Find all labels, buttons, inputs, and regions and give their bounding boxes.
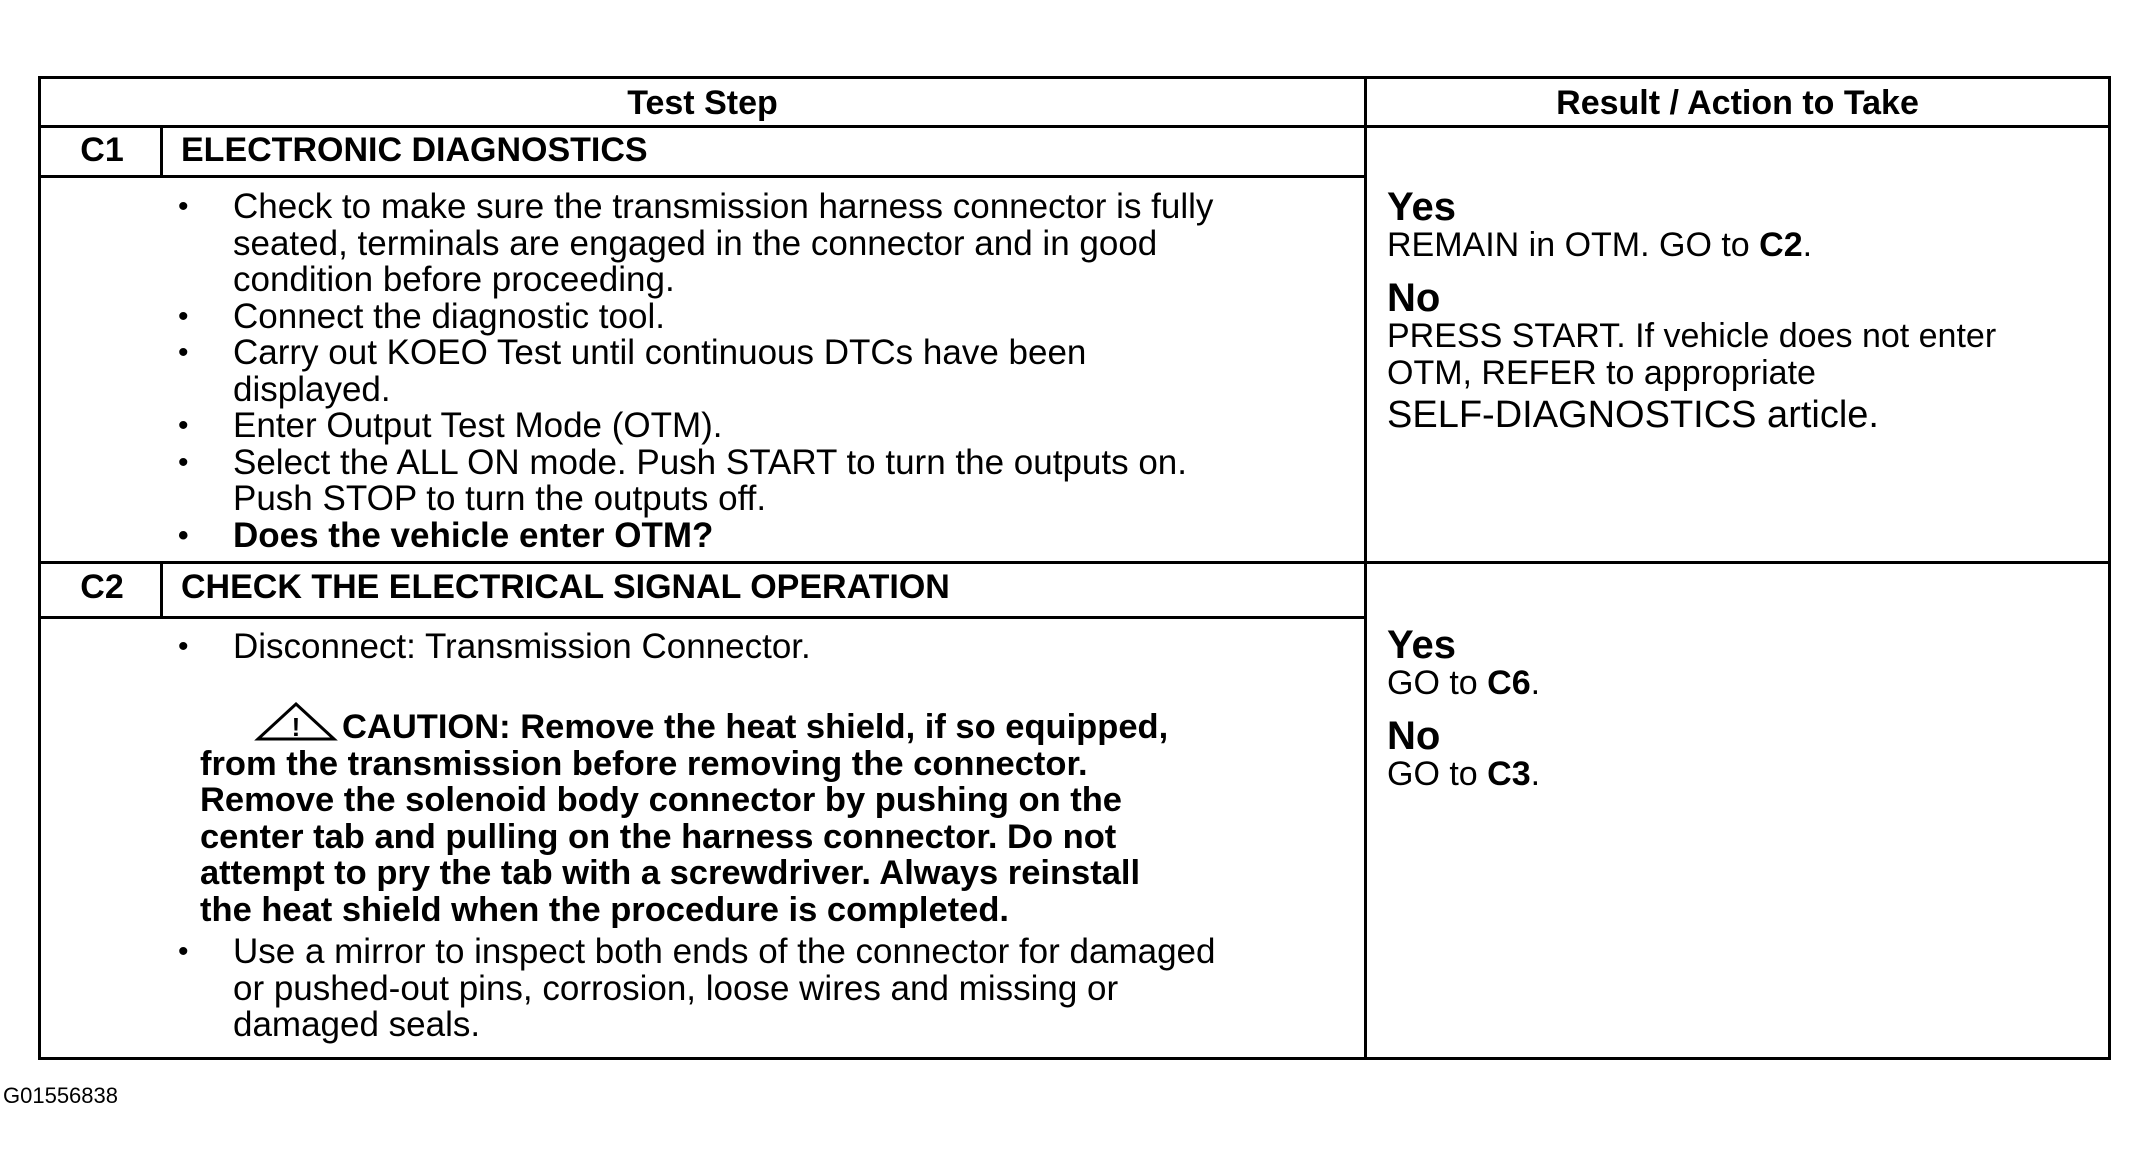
no-label: No — [1387, 714, 1441, 758]
caution-line: center tab and pulling on the harness connector. Do not — [200, 817, 1117, 856]
action-text: GO to — [1387, 664, 1488, 702]
warning-triangle-icon — [254, 701, 338, 741]
bullet-line: • Connect the diagnostic tool. — [233, 296, 665, 336]
bullet-line: • Check to make sure the transmission harness connector is fully — [233, 187, 1214, 226]
list-item — [174, 408, 1359, 445]
caution-line: the heat shield when the procedure is completed. — [200, 890, 1009, 929]
header-result-action: Result / Action to Take — [1556, 84, 1919, 122]
list-item — [174, 296, 1359, 336]
caution-line: from the transmission before removing the connector. — [200, 744, 1088, 783]
caution-block — [200, 701, 1336, 929]
c2-title-divider — [41, 616, 1364, 619]
bullet-line: Push STOP to turn the outputs off. — [233, 479, 767, 518]
yes-action — [1387, 227, 2107, 264]
test-step-table — [38, 76, 2111, 1060]
bullet-line: • Select the ALL ON mode. Push START to turn the outputs on. — [233, 442, 1187, 482]
header-test-step: Test Step — [627, 84, 778, 122]
c2-bullet-list — [174, 629, 1359, 666]
list-item — [174, 189, 1359, 299]
action-text: . — [1530, 755, 1541, 793]
bullet-line: • Use a mirror to inspect both ends of the connector for damaged — [233, 932, 1216, 971]
no-action-line: SELF-DIAGNOSTICS article. — [1387, 394, 1879, 436]
step-id-c1: C1 — [80, 131, 124, 169]
list-item — [174, 629, 1359, 666]
yes-label: Yes — [1387, 185, 1456, 229]
no-action-line: PRESS START. If vehicle does not enter — [1387, 317, 1997, 355]
step-title-c1: ELECTRONIC DIAGNOSTICS — [181, 131, 648, 169]
caution-line: attempt to pry the tab with a screwdriver. Always reinstall — [200, 854, 1141, 892]
action-text: REMAIN in OTM. GO to — [1387, 226, 1760, 264]
column-divider — [1364, 79, 1367, 1057]
figure-id: G01556838 — [3, 1083, 118, 1108]
step-reference: C3 — [1487, 755, 1531, 793]
bullet-line: or pushed-out pins, corrosion, loose wires and missing or — [233, 968, 1119, 1008]
bullet-line: seated, terminals are engaged in the connector and in good — [233, 223, 1158, 263]
step-divider — [41, 561, 2108, 564]
action-text: . — [1530, 664, 1541, 702]
c1-result — [1387, 187, 2107, 438]
caution-line: Remove the solenoid body connector by pushing on the — [200, 781, 1122, 819]
list-item — [174, 934, 1359, 1044]
action-text: GO to — [1387, 755, 1488, 793]
yes-label: Yes — [1387, 623, 1456, 667]
step-title-c2: CHECK THE ELECTRICAL SIGNAL OPERATION — [181, 568, 950, 606]
no-action — [1387, 756, 2107, 793]
bullet-line: • Does the vehicle enter OTM? — [233, 515, 714, 555]
list-item — [174, 515, 1359, 555]
bullet-line: • Enter Output Test Mode (OTM). — [233, 406, 723, 445]
bullet-line: • Disconnect: Transmission Connector. — [233, 627, 811, 666]
step-reference: C6 — [1487, 664, 1531, 702]
step-id-c2: C2 — [80, 568, 124, 606]
list-item — [174, 442, 1359, 518]
c2-bullet-list-2 — [174, 934, 1359, 1044]
bullet-line: condition before proceeding. — [233, 260, 675, 299]
no-label: No — [1387, 276, 1441, 320]
caution-text: CAUTION: Remove the heat shield, if so equipped, — [342, 708, 1169, 746]
no-action-line: OTM, REFER to appropriate — [1387, 354, 1816, 392]
c1-bullet-list — [174, 189, 1359, 554]
caution-line — [236, 701, 1336, 746]
bullet-line: • Carry out KOEO Test until continuous DTCs have been — [233, 333, 1087, 372]
bullet-line: damaged seals. — [233, 1005, 481, 1044]
c2-result — [1387, 625, 2107, 793]
svg-text:!: ! — [291, 712, 301, 741]
list-item — [174, 335, 1359, 408]
action-text: . — [1802, 226, 1813, 264]
step-reference: C2 — [1759, 226, 1803, 264]
bullet-line: displayed. — [233, 369, 391, 409]
yes-action — [1387, 665, 2107, 702]
c1-title-divider — [41, 175, 1364, 178]
